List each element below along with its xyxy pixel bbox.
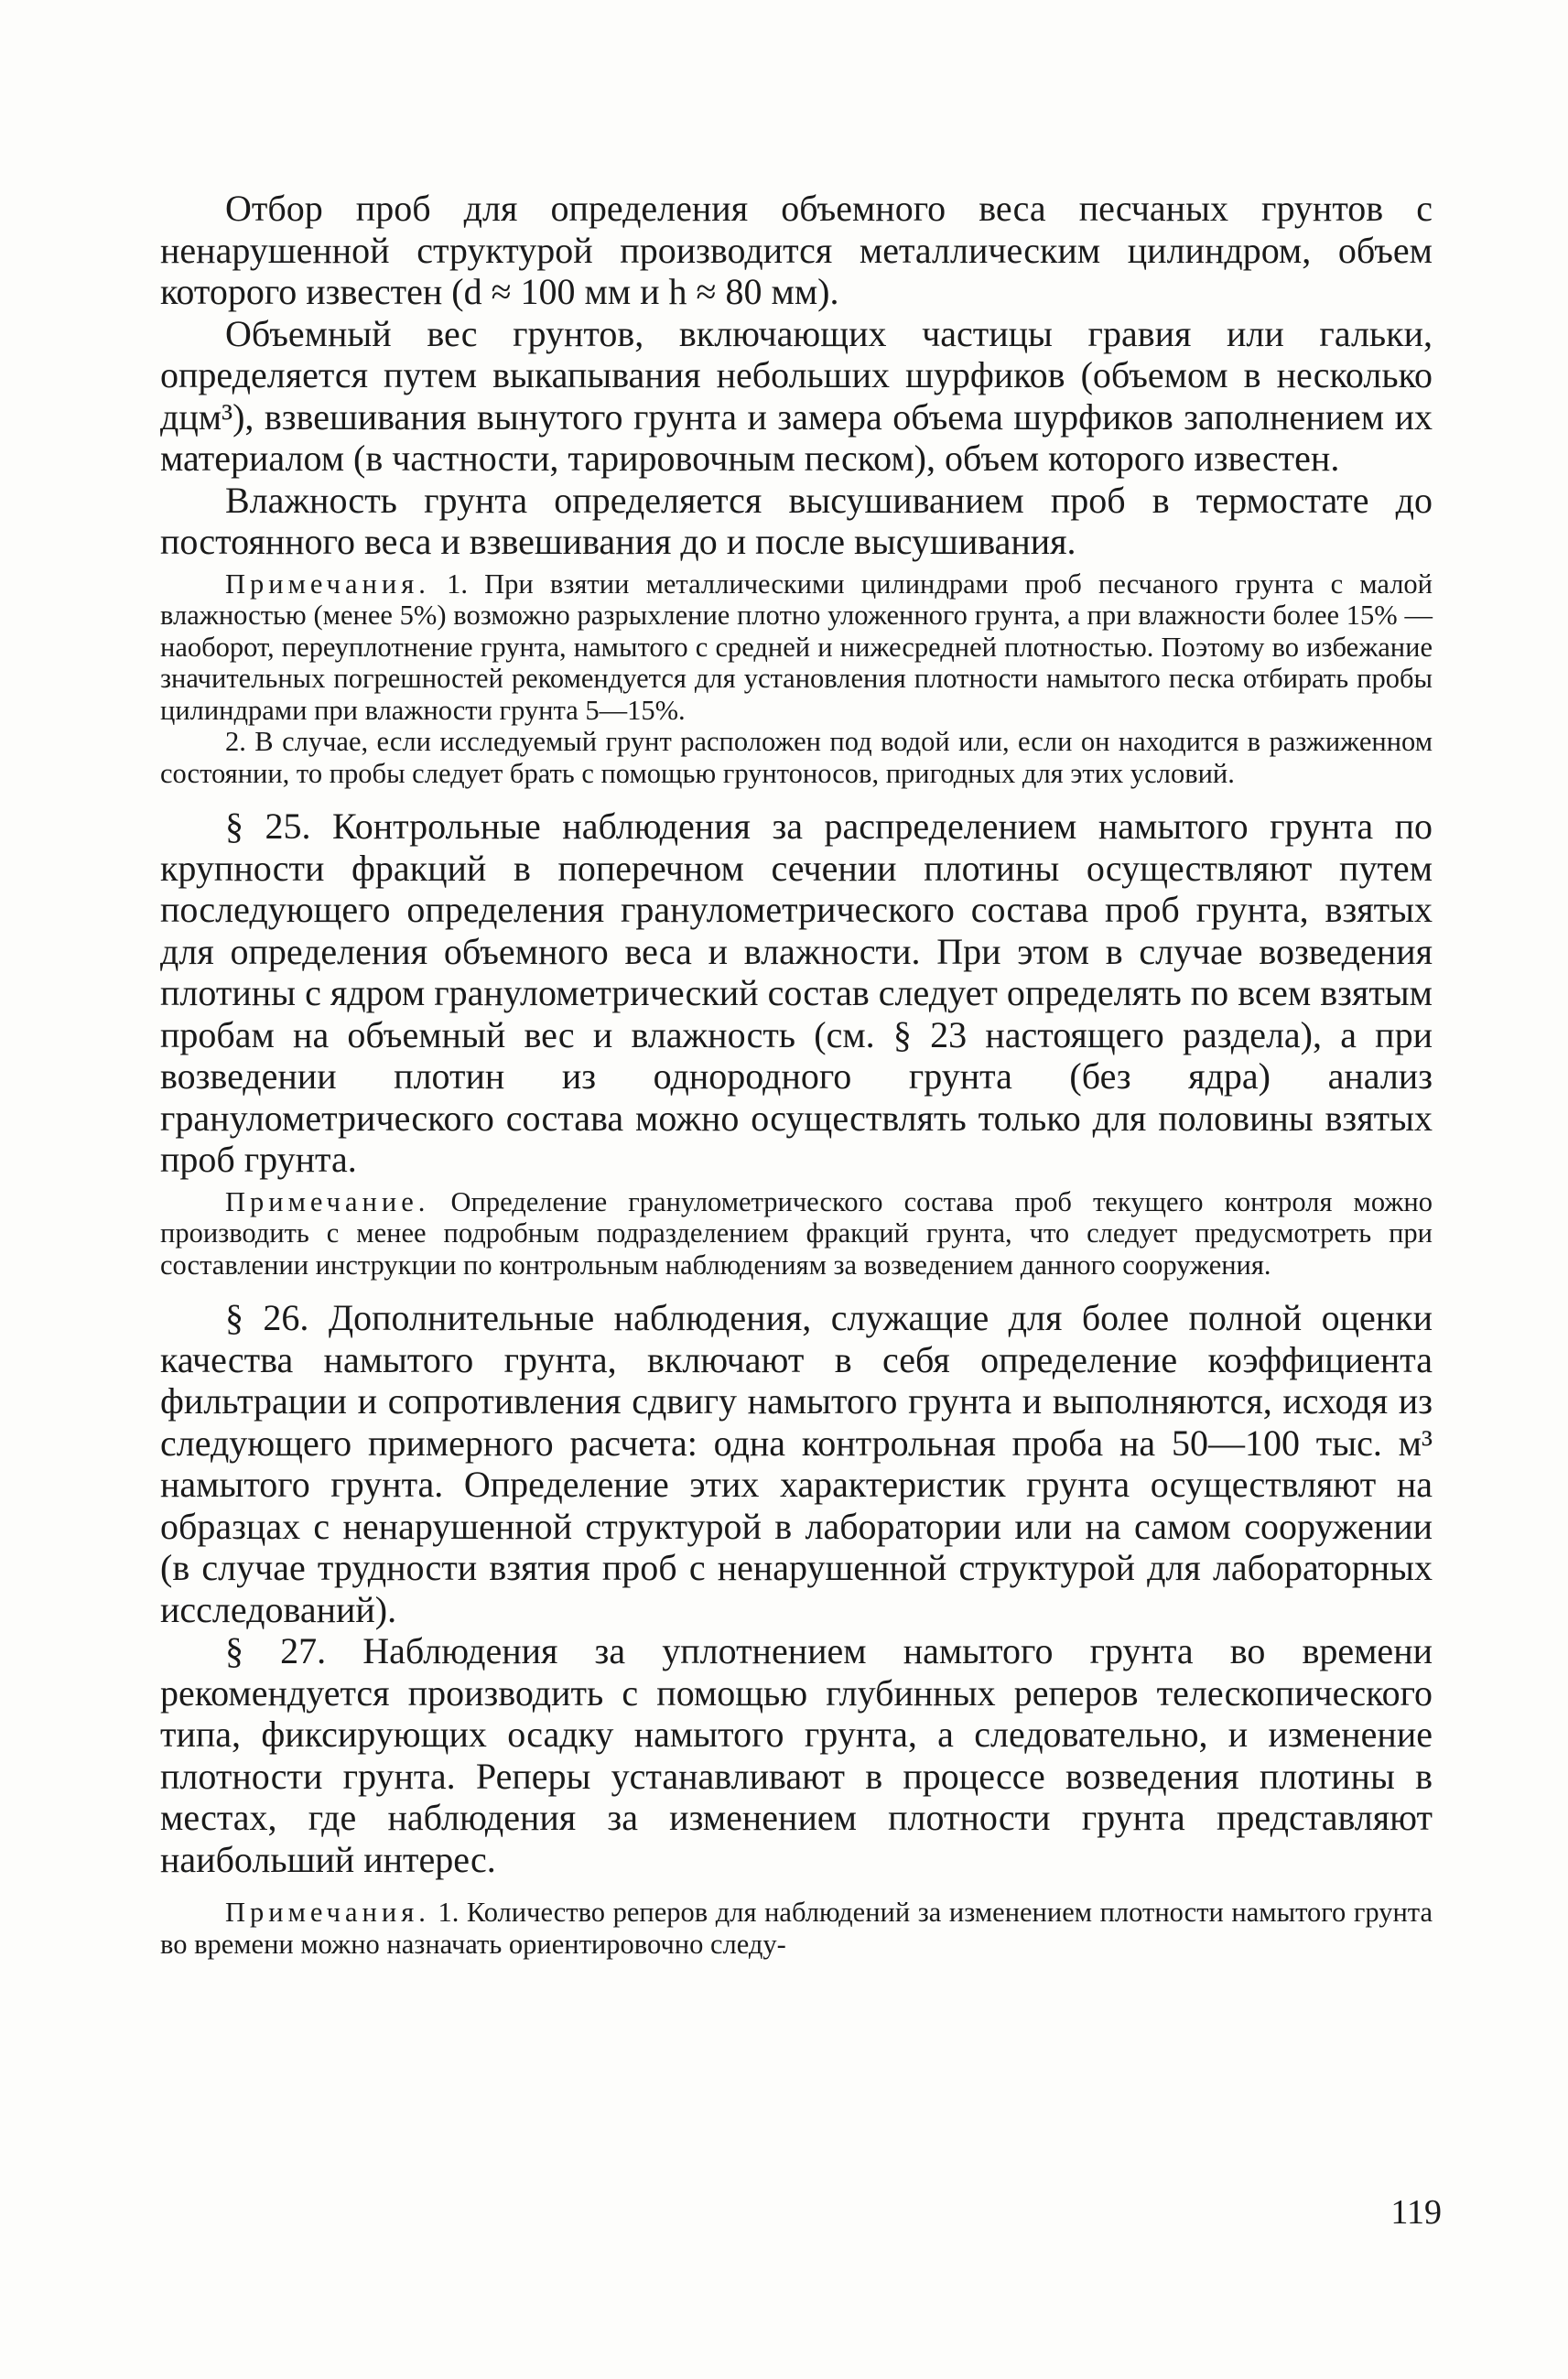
- notes-lead: Примечания.: [225, 568, 430, 600]
- paragraph-sampling: Отбор проб для определения объемного веса песчаных грунтов с ненарушенной структурой производится металлическим цилиндром, объем которого известен (d ≈ 100 мм и h ≈ 80 мм).: [160, 188, 1433, 312]
- note-25-text: Определение гранулометрического состава проб текущего контроля можно производить с менее подробным подразделением фракций грунта, что следует предусмотреть при составлении инструкции по контрольным наблюдениям за возведением данного сооружения.: [160, 1185, 1433, 1281]
- notes-section-27: [160, 1897, 1433, 1960]
- paragraph-volume-weight: Объемный вес грунтов, включающих частицы гравия или гальки, определяется путем выкапывания небольших шурфиков (объемом в несколько дцм³), взвешивания вынутого грунта и замера объема шурфиков заполнением их материалом (в частности, тарировочным песком), объем которого известен.: [160, 312, 1433, 479]
- notes-sampling-item-2: 2. В случае, если исследуемый грунт расположен под водой или, если он находится в разжиженном состоянии, то пробы следует брать с помощью грунтоносов, пригодных для этих условий.: [160, 726, 1433, 789]
- note-section-25: [160, 1186, 1433, 1281]
- notes-27-lead: Примечания.: [225, 1897, 430, 1928]
- section-27: § 27. Наблюдения за уплотнением намытого грунта во времени рекомендуется производить с помощью глубинных реперов телескопического типа, фиксирующих осадку намытого грунта, а следовательно, и изменение плотности грунта. Реперы устанавливают в процессе возведения плотины в местах, где наблюдения за изменением плотности грунта представляют наибольший интерес.: [160, 1630, 1433, 1880]
- section-26: § 26. Дополнительные наблюдения, служащие для более полной оценки качества намытого грунта, включают в себя определение коэффициента фильтрации и сопротивления сдвигу намытого грунта и выполняются, исходя из следующего примерного расчета: одна контрольная проба на 50—100 тыс. м³ намытого грунта. Определение этих характеристик грунта осуществляют на образцах с ненарушенной структурой в лаборатории или на самом сооружении (в случае трудности взятия проб с ненарушенной структурой для лабораторных исследований).: [160, 1297, 1433, 1630]
- page-number: 119: [1390, 2193, 1442, 2232]
- text-column: [160, 188, 1433, 1960]
- notes-sampling-item-1: [160, 568, 1433, 727]
- notes-27-text: 1. Количество реперов для наблюдений за изменением плотности намытого грунта во времени можно назначать ориентировочно следу-: [160, 1897, 1433, 1960]
- notes-item-1-text: 1. При взятии металлическими цилиндрами проб песчаного грунта с малой влажностью (менее 5%) возможно разрыхление плотно уложенного грунта, а при влажности более 15% — наоборот, переуплотнение грунта, намытого с средней и нижесредней плотностью. Поэтому во избежание значительных погрешностей рекомендуется для установления плотности намытого песка отбирать пробы цилиндрами при влажности грунта 5—15%.: [160, 568, 1433, 726]
- paragraph-moisture: Влажность грунта определяется высушиванием проб в термостате до постоянного веса и взвешивания до и после высушивания.: [160, 479, 1433, 562]
- note-lead: Примечание.: [225, 1185, 430, 1217]
- section-25: § 25. Контрольные наблюдения за распределением намытого грунта по крупности фракций в поперечном сечении плотины осуществляют путем последующего определения гранулометрического состава проб грунта, взятых для определения объемного веса и влажности. При этом в случае возведения плотины с ядром гранулометрический состав следует определять по всем взятым пробам на объемный вес и влажность (см. § 23 настоящего раздела), а при возведении плотин из однородного грунта (без ядра) анализ гранулометрического состава можно осуществлять только для половины взятых проб грунта.: [160, 806, 1433, 1180]
